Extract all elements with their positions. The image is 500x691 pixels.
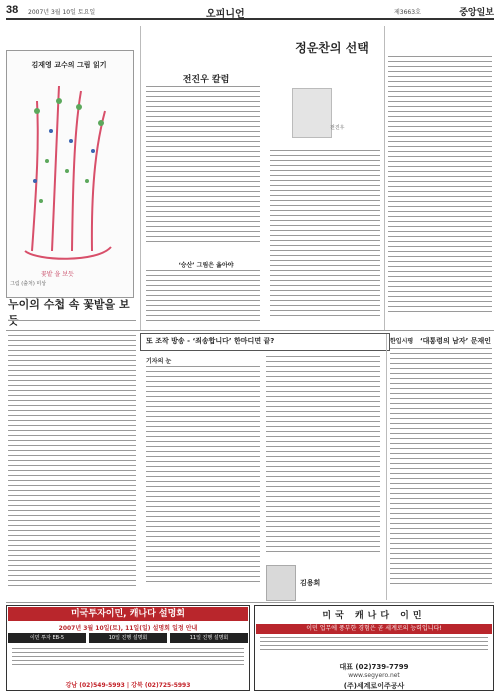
column-heading: 정운찬의 선택 <box>295 41 369 55</box>
column-subheading: ‘승산’ 그림은 옳아야 <box>178 262 234 269</box>
ad-left-headline: 미국투자이민, 캐나다 설명회 <box>8 607 248 621</box>
newspaper-logo: 중앙일보 <box>459 8 494 18</box>
column-body-3 <box>270 150 380 328</box>
ad-right-headline: 미국 캐나다 이민 <box>322 611 426 621</box>
page-header <box>6 4 494 20</box>
column-label: 전진우 칼럼 <box>182 75 230 85</box>
columnist-name: 전진우 <box>330 125 345 131</box>
ad-left-tag: 이민 투자 EB-5 <box>8 633 86 643</box>
page-number: 38 <box>6 4 19 16</box>
ad-right-body <box>260 637 488 653</box>
column-body-1 <box>146 86 260 256</box>
column-body-2 <box>146 270 260 328</box>
ad-left-tag: 11일 진행 설명회 <box>170 633 248 643</box>
poem-heading: 누이의 수첩 속 꽃밭을 보듯 <box>8 298 130 327</box>
ad-right-company: (주)세계로이주공사 <box>343 682 405 690</box>
column-divider <box>384 26 385 330</box>
columnist-photo <box>292 88 332 138</box>
article-body-1 <box>146 366 260 598</box>
poem-caption: 그림 (출처) 미상 <box>10 281 47 287</box>
column-body-4 <box>388 56 492 328</box>
painting-image <box>7 51 133 297</box>
svg-text:꽃밭 을 보듯: 꽃밭 을 보듯 <box>41 271 74 278</box>
issue-date: 2007년 3월 10일 토요일 <box>28 9 96 16</box>
article-title: 또 조작 방송 - ‘죄송합니다’ 한마디면 끝? <box>146 337 275 345</box>
column-divider <box>140 26 141 330</box>
ad-right-subtitle: 이민 업무에 풍부한 경험은 곧 세계로의 능력입니다! <box>256 624 492 634</box>
ad-divider <box>6 602 494 603</box>
author-name: 김용희 <box>300 579 321 587</box>
ad-left-subtitle: 2007년 3월 10일(토), 11일(일) 설명회 일정 안내 <box>58 625 198 632</box>
article-body-2 <box>266 356 380 562</box>
ad-left-phone: 강남 (02)549-5993 | 강북 (02)725-5993 <box>65 682 191 689</box>
ad-left-tags <box>8 633 248 643</box>
author-photo <box>266 565 296 601</box>
side-column-title: ‘대통령의 남자’ 문재인 <box>420 337 492 345</box>
ad-left-tag: 10일 진행 설명회 <box>89 633 167 643</box>
poem-column-label: 김재영 교수의 그림 읽기 <box>31 61 107 69</box>
reporter-label: 기자의 눈 <box>146 358 172 365</box>
section-title: 오피니언 <box>206 9 245 20</box>
side-column-label: 한입시평 <box>390 338 414 345</box>
ad-right-phone: 대표 (02)739-7799 <box>339 663 409 671</box>
column-divider <box>386 334 387 600</box>
issue-number: 제3663호 <box>394 9 421 16</box>
ad-left-body <box>12 648 244 674</box>
ad-right-url[interactable]: www.segyero.net <box>348 672 400 679</box>
poem-body <box>8 330 136 600</box>
side-column-body <box>390 348 492 598</box>
section-divider <box>6 330 494 331</box>
poem-illustration <box>6 50 134 298</box>
